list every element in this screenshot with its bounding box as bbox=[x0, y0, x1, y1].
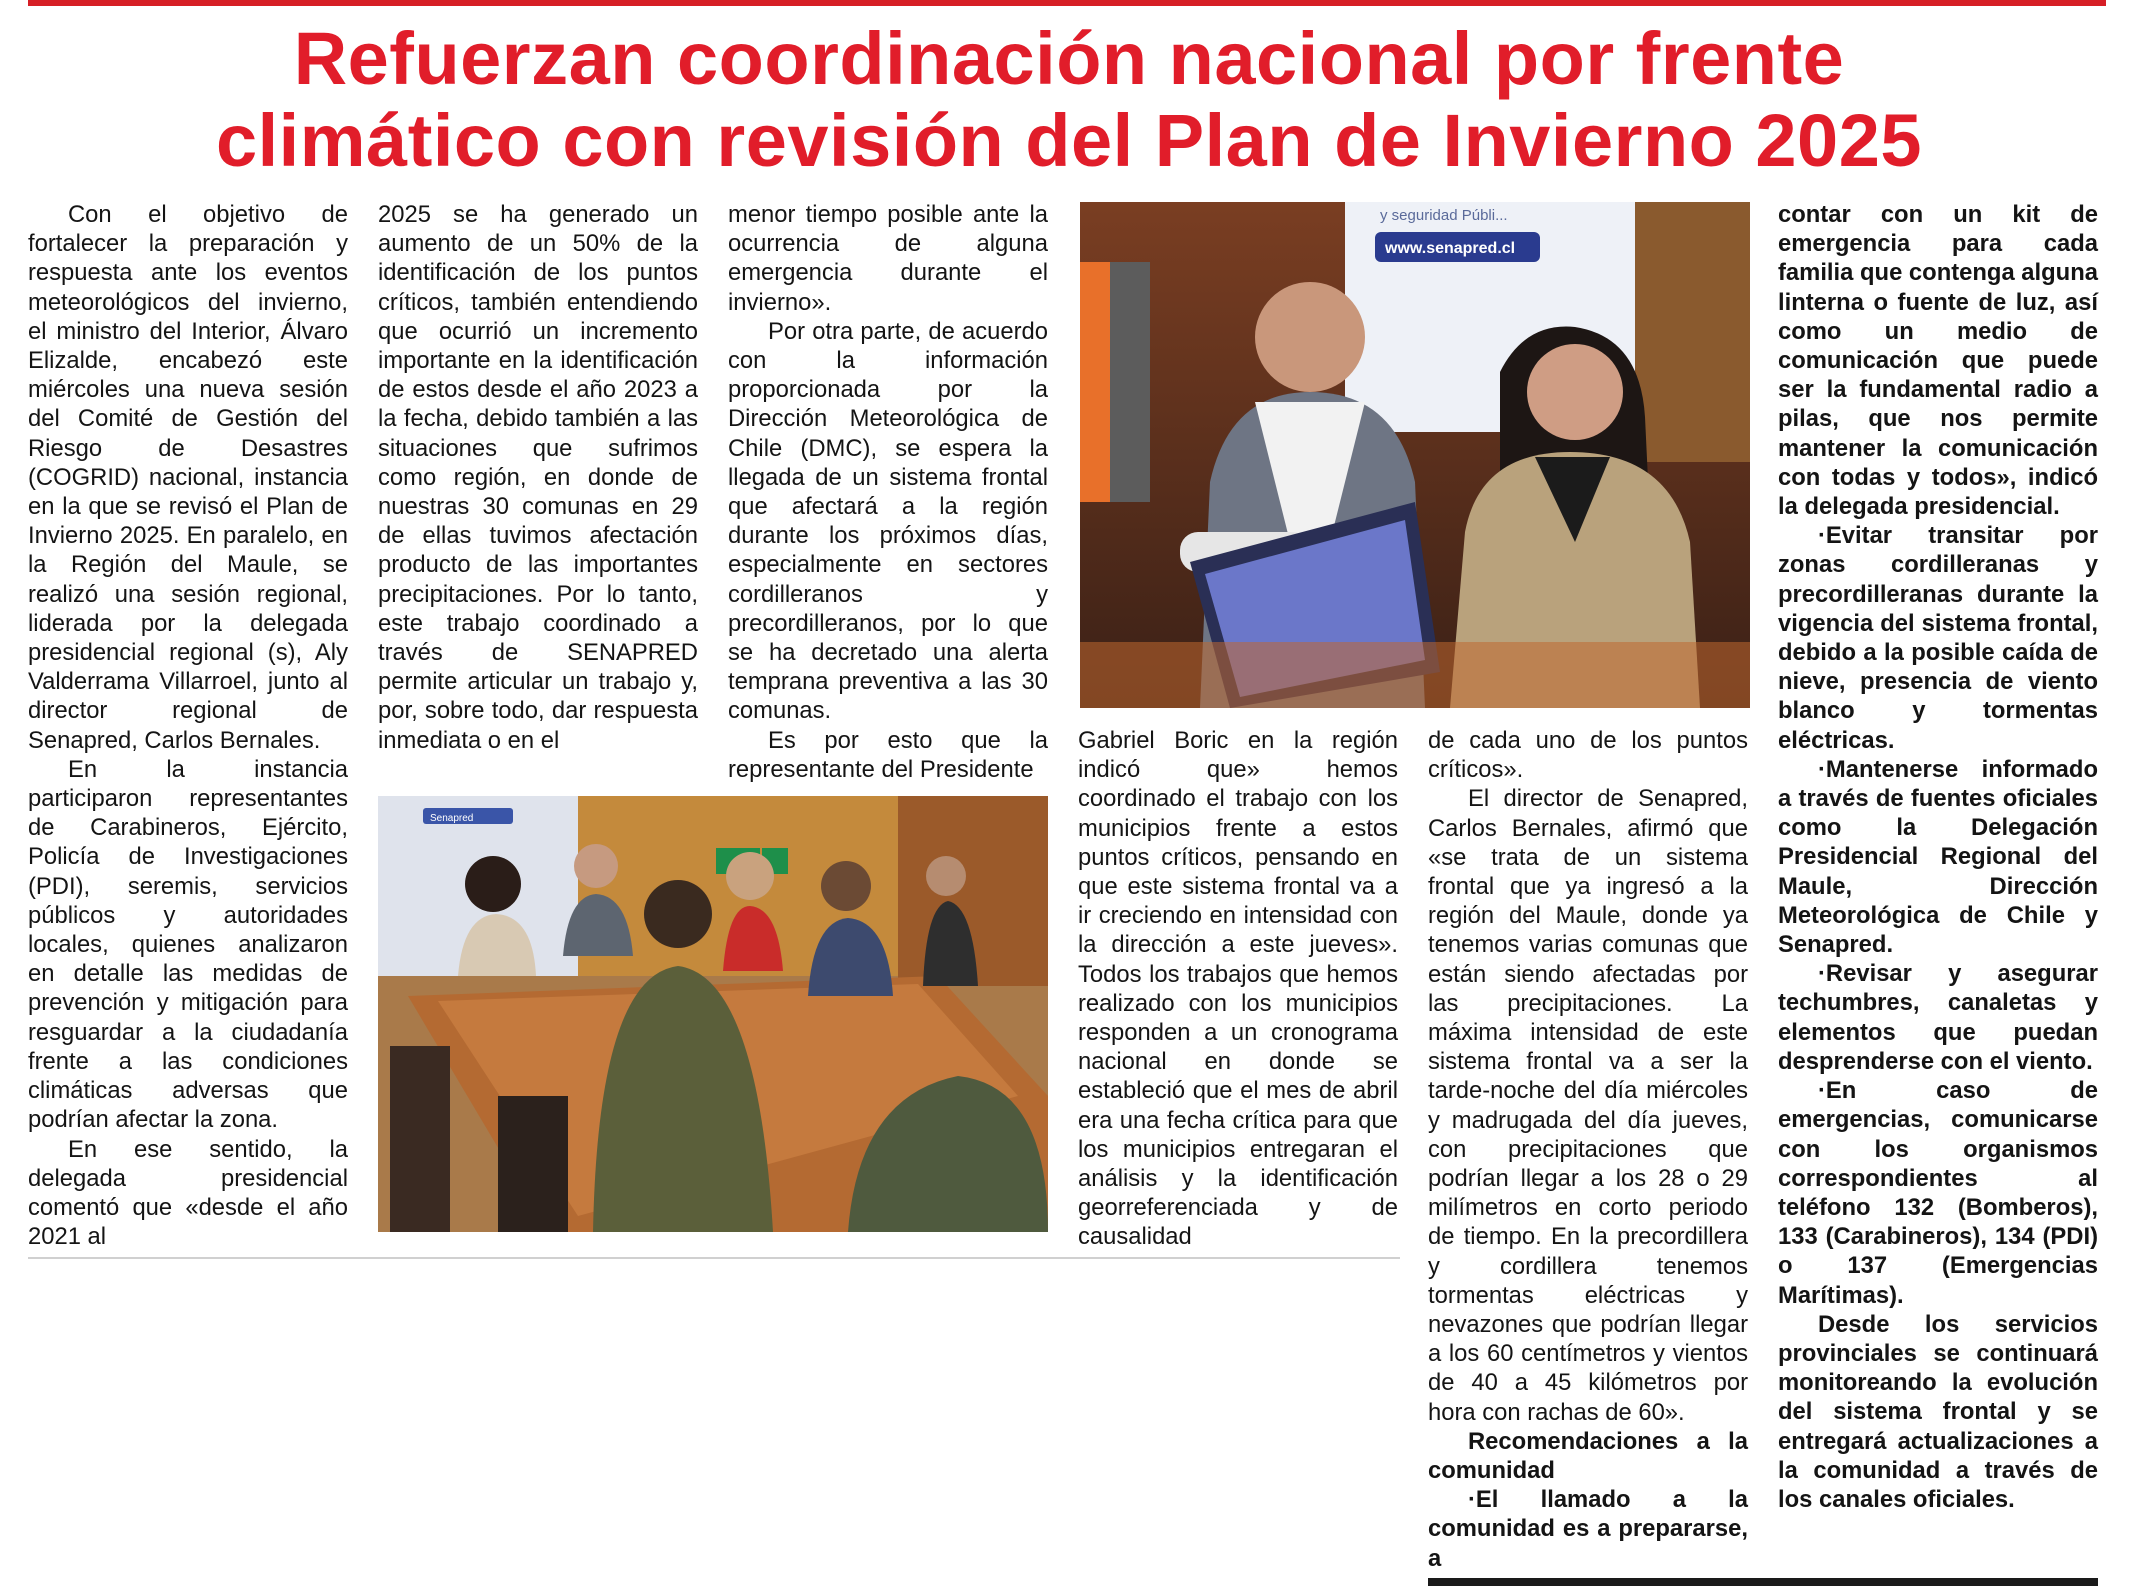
paragraph: 2025 se ha generado un aumento de un 50% de la identificación de los puntos críticos, también entendiendo que ocurrió un incremento importante en la identificación de estos desde el año 2023 a la fecha, debido también a las situaciones que sufrimos como región, en donde de nuestras 30 comunas en 29 de ellas tuvimos afectación producto de las importantes precipitaciones. Por lo tanto, este trabajo coordinado a través de SENAPRED permite articular un trabajo y, por, sobre todo, dar respuesta inmediata o en el bbox=[378, 201, 698, 754]
paragraph: Desde los servicios provinciales se continuará monitoreando la evolución del sistema frontal y se entregará actualizaciones a la comunidad a través de los canales oficiales. bbox=[1778, 1310, 2098, 1513]
meeting-table-icon bbox=[378, 796, 1048, 1232]
paragraph: Con el objetivo de fortalecer la preparación y respuesta ante los eventos meteorológicos del invierno, el ministro del Interior, Álvaro Elizalde, encabezó este miércoles una nueva sesión del Comité de Gestión del Riesgo de Desastres (COGRID) nacional, instancia en la que se revisó el Plan de Invierno 2025. En paralelo, en la Región del Maule, se realizó una sesión regional, liderada por la delegada presidencial regional (s), Aly Valderrama Villarroel, junto al director regional de Senapred, Carlos Bernales. bbox=[28, 201, 348, 754]
paragraph: menor tiempo posible ante la ocurrencia de alguna emergencia durante el invierno». bbox=[728, 201, 1048, 316]
article-column-1 bbox=[28, 200, 348, 1251]
paragraph: Gabriel Boric en la región indicó que» hemos coordinado el trabajo con los municipios frente a estos puntos críticos, pensando en que este sistema frontal va a ir creciendo en intensidad con la dirección a este jueves». Todos los trabajos que hemos realizado con los municipios responden a un cronograma nacional en donde se estableció que el mes de abril era una fecha crítica para que los municipios entregaran el análisis y la identificación georreferenciada y de causalidad bbox=[1078, 727, 1398, 1251]
officials-seated-icon bbox=[1080, 202, 1750, 708]
headline bbox=[24, 18, 2114, 182]
paragraph: El director de Senapred, Carlos Bernales, afirmó que «se trata de un sistema frontal que ya ingresó a la región del Maule, donde ya tenemos varias comunas que están siendo afectadas por las precipitaciones. La máxima intensidad de este sistema frontal va a ser la tarde-noche del día miércoles y madrugada del día jueves, con precipitaciones que podrían llegar a los 28 o 29 milímetros en corto periodo de tiempo. En la precordillera y cordillera tenemos tormentas eléctricas y nevazones que podrían llegar a los 60 centímetros y vientos de 40 a 45 kilómetros por hora con rachas de 60». bbox=[1428, 785, 1748, 1426]
paragraph: En la instancia participaron representantes de Carabineros, Ejército, Policía de Investigaciones (PDI), seremis, servicios públicos y autoridades locales, quienes analizaron en detalle las medidas de prevención y mitigación para resguardar a la ciudadanía frente a las condiciones climáticas adversas que podrían afectar la zona. bbox=[28, 755, 348, 1134]
paragraph: ·Mantenerse informado a través de fuentes oficiales como la Delegación Presidencial Regional del Maule, Dirección Meteorológica de Chile y Senapred. bbox=[1778, 755, 2098, 959]
paragraph: ·El llamado a la comunidad es a prepararse, a bbox=[1428, 1486, 1748, 1572]
url-text: www.senapred.cl bbox=[1385, 240, 1516, 257]
article-column-2 bbox=[378, 200, 698, 755]
article-column-5 bbox=[1428, 726, 1748, 1573]
photo-officials bbox=[1080, 202, 1750, 708]
top-red-rule bbox=[28, 0, 2106, 6]
paragraph: contar con un kit de emergencia para cada familia que contenga alguna linterna o fuente de luz, así como un medio de comunicación que puede ser la fundamental radio a pilas, que nos permite mantener la comunicación con todas y todos», indicó la delegada presidencial. bbox=[1778, 201, 2098, 521]
headline-line-1: Refuerzan coordinación nacional por frente bbox=[293, 17, 1845, 100]
article-column-4 bbox=[1078, 726, 1398, 1252]
headline-line-2: climático con revisión del Plan de Invierno 2025 bbox=[215, 99, 1923, 182]
paragraph: de cada uno de los puntos críticos». bbox=[1428, 727, 1748, 784]
paragraph: ·En caso de emergencias, comunicarse con los organismos correspondientes al teléfono 132 (Bomberos), 133 (Carabineros), 134 (PDI) o 137 (Emergencias Marítimas). bbox=[1778, 1077, 2098, 1309]
end-of-article-rule bbox=[1428, 1578, 2098, 1586]
article-column-3 bbox=[728, 200, 1048, 784]
sign-text: Senapred bbox=[430, 813, 474, 824]
paragraph: Por otra parte, de acuerdo con la información proporcionada por la Dirección Meteorológica de Chile (DMC), se espera la llegada de un sistema frontal que afectará a la región durante los próximos días, especialmente en sectores cordilleranos y precordilleranos, por lo que se ha decretado una alerta temprana preventiva a las 30 comunas. bbox=[728, 317, 1048, 725]
paragraph: Es por esto que la representante del Presidente bbox=[728, 726, 1048, 783]
banner-text: y seguridad Públi... bbox=[1380, 207, 1508, 224]
paragraph: ·Revisar y asegurar techumbres, canaletas y elementos que puedan desprenderse con el viento. bbox=[1778, 960, 2098, 1075]
paragraph: En ese sentido, la delegada presidencial comentó que «desde el año 2021 al bbox=[28, 1135, 348, 1251]
article-column-6 bbox=[1778, 200, 2098, 1514]
column-divider-rule bbox=[28, 1257, 1400, 1259]
subheading: Recomendaciones a la comunidad bbox=[1428, 1427, 1748, 1485]
photo-meeting bbox=[378, 796, 1048, 1232]
paragraph: ·Evitar transitar por zonas cordilleranas y precordilleranas durante la vigencia del sistema frontal, debido a la posible caída de nieve, presencia de viento blanco y tormentas eléctricas. bbox=[1778, 522, 2098, 754]
